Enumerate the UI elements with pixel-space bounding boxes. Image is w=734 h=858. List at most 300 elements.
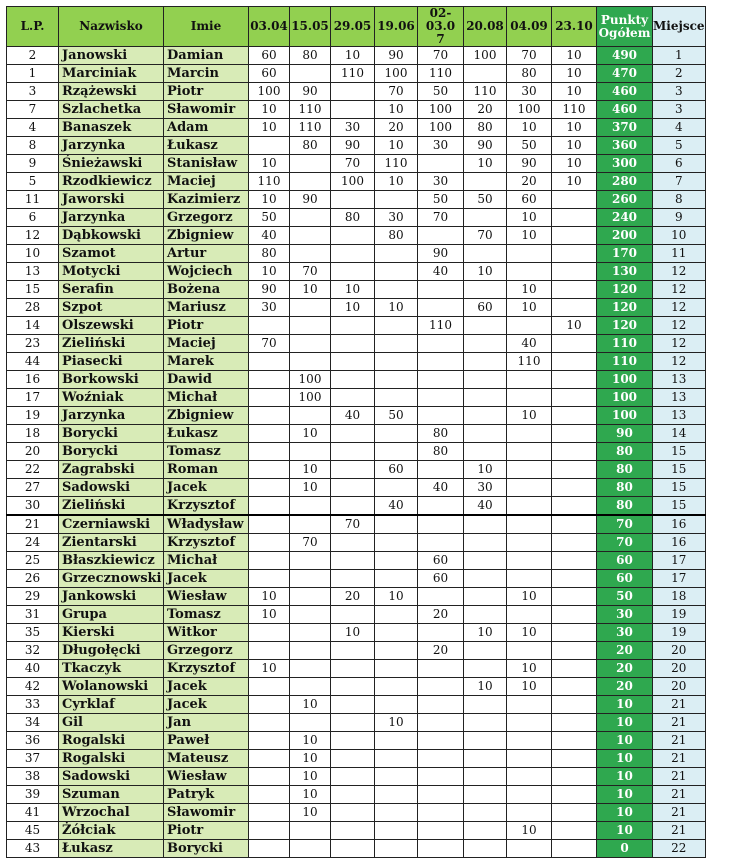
cell-score: [464, 425, 507, 443]
cell-score: [375, 443, 418, 461]
cell-punkty: 30: [597, 624, 653, 642]
table-row: [7, 768, 706, 786]
cell-nazwisko: Rzodkiewicz: [59, 173, 164, 191]
cell-score: [331, 263, 375, 281]
cell-score: [331, 678, 375, 696]
cell-score: [331, 497, 375, 516]
cell-miejsce: 1: [653, 47, 706, 65]
cell-lp: 24: [7, 534, 59, 552]
cell-score: [418, 624, 464, 642]
cell-miejsce: 9: [653, 209, 706, 227]
cell-miejsce: 8: [653, 191, 706, 209]
cell-score: 10: [552, 317, 597, 335]
cell-score: 80: [418, 425, 464, 443]
cell-score: [331, 660, 375, 678]
table-row: [7, 515, 706, 534]
cell-score: [331, 83, 375, 101]
cell-lp: 29: [7, 588, 59, 606]
cell-score: [464, 786, 507, 804]
cell-imie: Krzysztof: [164, 660, 249, 678]
cell-imie: Maciej: [164, 335, 249, 353]
cell-score: [552, 227, 597, 245]
table-row: [7, 479, 706, 497]
header-miejsce: Miejsce: [653, 7, 706, 47]
cell-punkty: 60: [597, 570, 653, 588]
cell-score: [418, 299, 464, 317]
cell-score: 110: [290, 101, 331, 119]
cell-score: 100: [249, 83, 290, 101]
cell-score: [418, 678, 464, 696]
cell-miejsce: 5: [653, 137, 706, 155]
cell-score: [464, 515, 507, 534]
table-row: [7, 804, 706, 822]
table-row: [7, 443, 706, 461]
cell-nazwisko: Czerniawski: [59, 515, 164, 534]
cell-score: [464, 534, 507, 552]
header-punkty: [597, 7, 653, 47]
cell-punkty: 20: [597, 642, 653, 660]
cell-score: [331, 804, 375, 822]
cell-nazwisko: Zieliński: [59, 497, 164, 516]
cell-score: 20: [507, 173, 552, 191]
cell-lp: 33: [7, 696, 59, 714]
cell-score: [249, 552, 290, 570]
cell-score: [249, 497, 290, 516]
cell-score: [290, 624, 331, 642]
cell-score: [331, 317, 375, 335]
cell-score: [507, 317, 552, 335]
cell-score: [249, 389, 290, 407]
cell-score: 10: [552, 155, 597, 173]
cell-nazwisko: Jarzynka: [59, 137, 164, 155]
cell-score: [418, 786, 464, 804]
cell-score: 110: [290, 119, 331, 137]
cell-score: 10: [552, 173, 597, 191]
cell-score: [331, 768, 375, 786]
cell-punkty: 490: [597, 47, 653, 65]
cell-miejsce: 13: [653, 371, 706, 389]
header-date-5-text: 02-03.07: [425, 6, 456, 46]
table-row: [7, 101, 706, 119]
cell-score: [249, 534, 290, 552]
cell-score: 10: [507, 678, 552, 696]
cell-score: 20: [418, 642, 464, 660]
cell-punkty: 130: [597, 263, 653, 281]
cell-score: [375, 606, 418, 624]
cell-score: 10: [507, 209, 552, 227]
cell-score: [290, 407, 331, 425]
cell-score: [331, 443, 375, 461]
table-row: [7, 317, 706, 335]
cell-punkty: 200: [597, 227, 653, 245]
cell-score: [375, 317, 418, 335]
cell-score: [331, 353, 375, 371]
cell-imie: Wiesław: [164, 588, 249, 606]
cell-score: [290, 714, 331, 732]
cell-score: [331, 227, 375, 245]
cell-score: [418, 515, 464, 534]
cell-score: [507, 696, 552, 714]
cell-score: 10: [290, 425, 331, 443]
table-body: [7, 47, 706, 858]
cell-score: 40: [464, 497, 507, 516]
cell-score: [464, 804, 507, 822]
cell-score: [331, 371, 375, 389]
cell-score: [552, 786, 597, 804]
cell-imie: Wiesław: [164, 768, 249, 786]
cell-imie: Adam: [164, 119, 249, 137]
cell-lp: 32: [7, 642, 59, 660]
cell-score: 70: [249, 335, 290, 353]
cell-score: [418, 750, 464, 768]
cell-score: 90: [464, 137, 507, 155]
cell-score: [249, 443, 290, 461]
cell-score: [375, 750, 418, 768]
cell-score: [290, 822, 331, 840]
cell-score: [331, 714, 375, 732]
cell-score: [249, 840, 290, 858]
cell-imie: Jacek: [164, 696, 249, 714]
cell-score: [464, 443, 507, 461]
cell-score: [552, 606, 597, 624]
cell-miejsce: 12: [653, 317, 706, 335]
cell-score: [418, 155, 464, 173]
cell-score: [507, 840, 552, 858]
table-row: [7, 227, 706, 245]
cell-score: [464, 822, 507, 840]
cell-punkty: 360: [597, 137, 653, 155]
cell-score: [464, 570, 507, 588]
cell-score: [464, 317, 507, 335]
cell-score: [464, 245, 507, 263]
cell-score: [418, 281, 464, 299]
cell-imie: Mateusz: [164, 750, 249, 768]
cell-score: [552, 570, 597, 588]
cell-score: [552, 281, 597, 299]
cell-score: [418, 534, 464, 552]
cell-score: [418, 371, 464, 389]
cell-miejsce: 20: [653, 678, 706, 696]
cell-score: [331, 245, 375, 263]
cell-punkty: 10: [597, 822, 653, 840]
cell-score: [375, 840, 418, 858]
cell-punkty: 30: [597, 606, 653, 624]
table-row: [7, 461, 706, 479]
cell-score: 10: [552, 83, 597, 101]
cell-score: [552, 461, 597, 479]
cell-score: [331, 570, 375, 588]
cell-miejsce: 16: [653, 534, 706, 552]
cell-score: [507, 750, 552, 768]
table-row: [7, 335, 706, 353]
header-nazwisko: Nazwisko: [59, 7, 164, 47]
cell-punkty: 80: [597, 461, 653, 479]
cell-score: 10: [290, 281, 331, 299]
cell-score: [331, 786, 375, 804]
cell-score: [464, 714, 507, 732]
cell-score: [331, 389, 375, 407]
cell-score: [375, 479, 418, 497]
cell-score: [290, 570, 331, 588]
cell-nazwisko: Zieliński: [59, 335, 164, 353]
cell-score: 10: [331, 299, 375, 317]
cell-score: 100: [418, 119, 464, 137]
cell-score: 90: [290, 83, 331, 101]
cell-score: [249, 461, 290, 479]
cell-imie: Krzysztof: [164, 534, 249, 552]
cell-nazwisko: Szpot: [59, 299, 164, 317]
table-row: [7, 47, 706, 65]
cell-score: 90: [418, 245, 464, 263]
cell-score: [464, 335, 507, 353]
cell-miejsce: 11: [653, 245, 706, 263]
table-row: [7, 137, 706, 155]
cell-miejsce: 21: [653, 750, 706, 768]
cell-nazwisko: Łukasz: [59, 840, 164, 858]
cell-score: [375, 515, 418, 534]
cell-score: [375, 552, 418, 570]
header-date-7: 04.09: [507, 7, 552, 47]
cell-score: [290, 497, 331, 516]
cell-score: [507, 371, 552, 389]
cell-lp: 31: [7, 606, 59, 624]
cell-score: [331, 101, 375, 119]
cell-score: 50: [418, 191, 464, 209]
cell-score: [375, 425, 418, 443]
cell-lp: 2: [7, 47, 59, 65]
cell-score: [418, 335, 464, 353]
table-row: [7, 732, 706, 750]
cell-score: [552, 696, 597, 714]
cell-score: [290, 660, 331, 678]
cell-nazwisko: Zagrabski: [59, 461, 164, 479]
cell-score: [249, 768, 290, 786]
cell-imie: Łukasz: [164, 425, 249, 443]
cell-nazwisko: Rogalski: [59, 732, 164, 750]
cell-score: 10: [290, 479, 331, 497]
header-date-4: 19.06: [375, 7, 418, 47]
cell-score: 10: [375, 588, 418, 606]
cell-lp: 18: [7, 425, 59, 443]
cell-score: [418, 714, 464, 732]
cell-punkty: 50: [597, 588, 653, 606]
cell-imie: Krzysztof: [164, 497, 249, 516]
cell-score: 70: [418, 47, 464, 65]
cell-nazwisko: Banaszek: [59, 119, 164, 137]
cell-score: [418, 353, 464, 371]
table-row: [7, 660, 706, 678]
cell-score: 30: [507, 83, 552, 101]
cell-lp: 30: [7, 497, 59, 516]
cell-punkty: 70: [597, 515, 653, 534]
cell-score: [418, 804, 464, 822]
table-row: [7, 497, 706, 516]
table-row: [7, 245, 706, 263]
cell-imie: Piotr: [164, 83, 249, 101]
cell-score: 10: [507, 119, 552, 137]
cell-miejsce: 14: [653, 425, 706, 443]
cell-score: [375, 678, 418, 696]
header-date-6: 20.08: [464, 7, 507, 47]
cell-nazwisko: Wrzochal: [59, 804, 164, 822]
cell-imie: Jacek: [164, 570, 249, 588]
cell-score: [507, 497, 552, 516]
cell-score: 60: [418, 570, 464, 588]
cell-lp: 22: [7, 461, 59, 479]
cell-score: [552, 678, 597, 696]
cell-imie: Łukasz: [164, 137, 249, 155]
cell-score: [464, 840, 507, 858]
table-row: [7, 263, 706, 281]
cell-score: 10: [249, 101, 290, 119]
cell-score: [249, 804, 290, 822]
cell-punkty: 70: [597, 534, 653, 552]
results-table: [6, 6, 706, 858]
cell-score: [290, 642, 331, 660]
cell-miejsce: 4: [653, 119, 706, 137]
cell-score: [249, 317, 290, 335]
cell-score: 30: [331, 119, 375, 137]
cell-lp: 19: [7, 407, 59, 425]
cell-imie: Borycki: [164, 840, 249, 858]
cell-score: 50: [418, 83, 464, 101]
cell-score: 10: [290, 804, 331, 822]
cell-lp: 14: [7, 317, 59, 335]
cell-score: [331, 732, 375, 750]
cell-miejsce: 18: [653, 588, 706, 606]
cell-score: [418, 696, 464, 714]
cell-score: 90: [375, 47, 418, 65]
cell-punkty: 100: [597, 407, 653, 425]
table-row: [7, 119, 706, 137]
cell-score: [507, 461, 552, 479]
cell-miejsce: 21: [653, 822, 706, 840]
cell-score: [552, 840, 597, 858]
cell-score: [418, 497, 464, 516]
cell-score: [552, 534, 597, 552]
cell-score: [290, 606, 331, 624]
cell-lp: 28: [7, 299, 59, 317]
cell-score: 10: [290, 768, 331, 786]
cell-miejsce: 6: [653, 155, 706, 173]
cell-score: [507, 389, 552, 407]
cell-score: [507, 425, 552, 443]
cell-score: [552, 353, 597, 371]
cell-nazwisko: Cyrklaf: [59, 696, 164, 714]
table-row: [7, 407, 706, 425]
cell-miejsce: 2: [653, 65, 706, 83]
cell-punkty: 20: [597, 660, 653, 678]
cell-punkty: 10: [597, 714, 653, 732]
header-lp: L.P.: [7, 7, 59, 47]
cell-miejsce: 12: [653, 353, 706, 371]
table-row: [7, 822, 706, 840]
cell-lp: 5: [7, 173, 59, 191]
cell-score: [507, 606, 552, 624]
header-date-2: 15.05: [290, 7, 331, 47]
cell-miejsce: 21: [653, 804, 706, 822]
cell-miejsce: 12: [653, 263, 706, 281]
cell-nazwisko: Długołęcki: [59, 642, 164, 660]
cell-lp: 9: [7, 155, 59, 173]
cell-punkty: 100: [597, 389, 653, 407]
cell-score: [290, 299, 331, 317]
cell-score: [249, 750, 290, 768]
cell-score: 30: [375, 209, 418, 227]
cell-imie: Stanisław: [164, 155, 249, 173]
cell-nazwisko: Jarzynka: [59, 407, 164, 425]
cell-score: 70: [464, 227, 507, 245]
cell-miejsce: 15: [653, 461, 706, 479]
cell-imie: Artur: [164, 245, 249, 263]
cell-score: [331, 822, 375, 840]
cell-punkty: 80: [597, 443, 653, 461]
cell-score: [552, 497, 597, 516]
cell-imie: Patryk: [164, 786, 249, 804]
cell-nazwisko: Szamot: [59, 245, 164, 263]
cell-score: [290, 245, 331, 263]
cell-score: 110: [507, 353, 552, 371]
cell-lp: 11: [7, 191, 59, 209]
cell-punkty: 100: [597, 371, 653, 389]
cell-score: 20: [375, 119, 418, 137]
cell-score: [290, 515, 331, 534]
cell-score: 80: [418, 443, 464, 461]
cell-score: [418, 389, 464, 407]
cell-score: [464, 696, 507, 714]
cell-score: [464, 768, 507, 786]
table-row: [7, 389, 706, 407]
cell-score: 100: [418, 101, 464, 119]
cell-score: [507, 479, 552, 497]
cell-score: 80: [331, 209, 375, 227]
cell-score: 100: [375, 65, 418, 83]
cell-score: 10: [507, 588, 552, 606]
cell-score: 10: [507, 407, 552, 425]
cell-score: 10: [375, 137, 418, 155]
cell-imie: Michał: [164, 552, 249, 570]
table-row: [7, 642, 706, 660]
cell-score: [418, 732, 464, 750]
cell-lp: 36: [7, 732, 59, 750]
cell-score: 30: [418, 137, 464, 155]
cell-lp: 43: [7, 840, 59, 858]
cell-score: 70: [290, 534, 331, 552]
cell-imie: Marcin: [164, 65, 249, 83]
cell-score: [249, 696, 290, 714]
cell-score: [464, 642, 507, 660]
cell-score: 80: [375, 227, 418, 245]
cell-score: 60: [375, 461, 418, 479]
cell-score: [375, 642, 418, 660]
cell-score: 30: [464, 479, 507, 497]
cell-score: [418, 227, 464, 245]
table-row: [7, 696, 706, 714]
cell-score: [507, 642, 552, 660]
cell-miejsce: 13: [653, 407, 706, 425]
cell-imie: Damian: [164, 47, 249, 65]
cell-miejsce: 15: [653, 497, 706, 516]
cell-miejsce: 21: [653, 696, 706, 714]
cell-lp: 25: [7, 552, 59, 570]
cell-score: 80: [507, 65, 552, 83]
cell-miejsce: 17: [653, 552, 706, 570]
cell-imie: Mariusz: [164, 299, 249, 317]
cell-score: [507, 570, 552, 588]
cell-nazwisko: Szlachetka: [59, 101, 164, 119]
cell-score: [552, 209, 597, 227]
cell-score: [464, 353, 507, 371]
